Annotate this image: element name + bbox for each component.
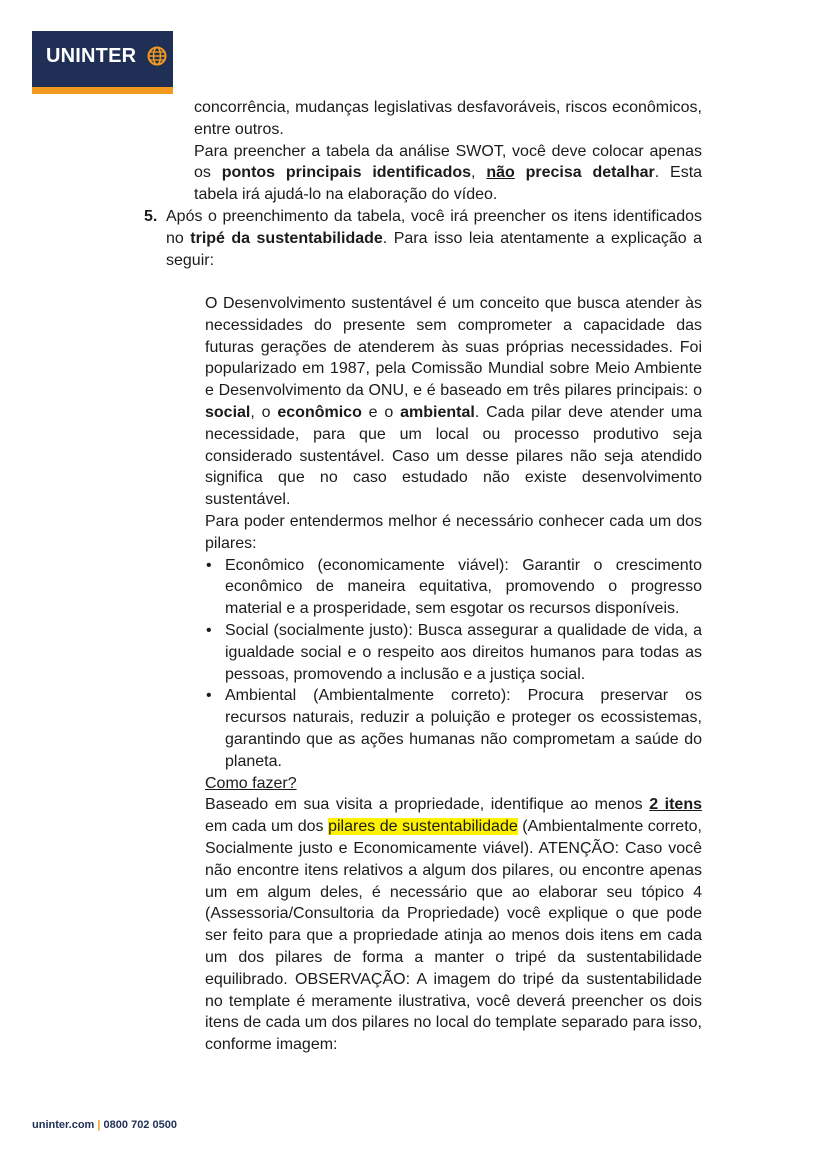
explanation-block — [205, 293, 702, 1056]
footer-separator: | — [97, 1119, 101, 1131]
p1-bold-environmental: ambiental — [400, 403, 475, 421]
swot-text-a: Para preencher a tabela da análise SWOT, você deve colocar apenas os — [194, 142, 702, 182]
p1-text-b: , o — [250, 403, 278, 421]
swot-instruction — [194, 141, 702, 206]
footer-phone: 0800 702 0500 — [103, 1119, 177, 1131]
swot-text-comma: , — [471, 164, 487, 182]
swot-bold-detail: precisa detalhar — [514, 164, 655, 182]
uninter-logo — [32, 31, 173, 94]
p3-text-c: em cada um dos — [205, 818, 329, 836]
intro-risks-line: concorrência, mudanças legislativas desfavoráveis, riscos econômicos, entre outros. — [194, 99, 702, 138]
item-number-5: 5. — [144, 208, 158, 225]
p3-bold-two-items: 2 itens — [649, 796, 703, 814]
logo-underline-bar — [32, 87, 173, 94]
footer-contact — [32, 1119, 177, 1131]
swot-text-end: . Esta tabela irá ajudá-lo na elaboração do vídeo. — [194, 164, 703, 204]
footer-site: uninter.com — [32, 1119, 95, 1131]
pillars-list — [205, 555, 702, 773]
item5-paragraph — [166, 206, 702, 271]
p3-text-a: Baseado em sua visita a propriedade, identifique ao menos — [205, 796, 650, 814]
p1-text-a: O Desenvolvimento sustentável é um conceito que busca atender às necessidades do presente sem comprometer a capacidade das futuras gerações de atenderem às suas próprias necessidades. Foi popularizado em 1987, pela Comissão Mundial sobre Meio Ambiente e Desenvolvimento da ONU, e é baseado em três pilares principais: o — [205, 295, 702, 400]
item5-text-a: Após o preenchimento da tabela, você irá preencher os itens identificados no — [166, 208, 702, 247]
sustainable-development-paragraph — [205, 293, 702, 511]
item5-text-c: . Para isso leia atentamente a explicação a seguir: — [166, 229, 702, 269]
globe-icon — [146, 45, 168, 67]
p1-text-c: e o — [361, 403, 401, 421]
p1-bold-economic: econômico — [277, 403, 362, 421]
swot-underlined-no: não — [486, 164, 515, 182]
swot-bold-main-points: pontos principais identificados — [221, 164, 472, 182]
instructions-paragraph — [205, 794, 702, 1056]
p3-highlight-pillars: pilares de sustentabilidade — [328, 818, 518, 836]
logo-text: UNINTER — [46, 45, 137, 67]
p1-bold-social: social — [205, 403, 251, 421]
p3-text-e: (Ambientalmente correto, Socialmente justo e Economicamente viável). ATENÇÃO: Caso você não encontre itens relativos a algum dos pilares, ou encontre apenas um em algum deles, é necessário que ao elaborar seu tópico 4 (Assessoria/Consultoria da Propriedade) você explique o que pode ser feito para que a propriedade atinja ao menos dois itens em cada um dos pilares de forma a manter o tripé da sustentabilidade equilibrado. OBSERVAÇÃO: A imagem do tripé da sustentabilidade no template é meramente ilustrativa, você deverá preencher os dois itens de cada um dos pilares no local do template separado para isso, conforme imagem: — [205, 818, 702, 1054]
pillars-intro-paragraph: Para poder entendermos melhor é necessário conhecer cada um dos pilares: — [205, 512, 702, 552]
list-item-social: • Social (socialmente justo): Busca assegurar a qualidade de vida, a igualdade social e o respeito aos direitos humanos para todas as pessoas, promovendo a inclusão e a justiça social. — [205, 620, 702, 685]
p1-text-d: . Cada pilar deve atender uma necessidade, para que um local ou processo produtivo seja considerado sustentável. Caso um desse pilares não seja atendido significa que no caso estudado não existe desenvolvimento sustentável. — [205, 403, 703, 509]
list-item-environmental: • Ambiental (Ambientalmente correto): Procura preservar os recursos naturais, reduzir a poluição e proteger os ecossistemas, garantindo que as ações humanas não comprometam a saúde do planeta. — [205, 685, 702, 772]
list-item-economic: • Econômico (economicamente viável): Garantir o crescimento econômico de maneira equitativa, promovendo o progresso material e a prosperidade, sem esgotar os recursos disponíveis. — [205, 555, 702, 620]
intro-block — [194, 97, 702, 206]
how-to-heading: Como fazer? — [205, 774, 297, 792]
item5-bold-tripod: tripé da sustentabilidade — [190, 229, 383, 247]
